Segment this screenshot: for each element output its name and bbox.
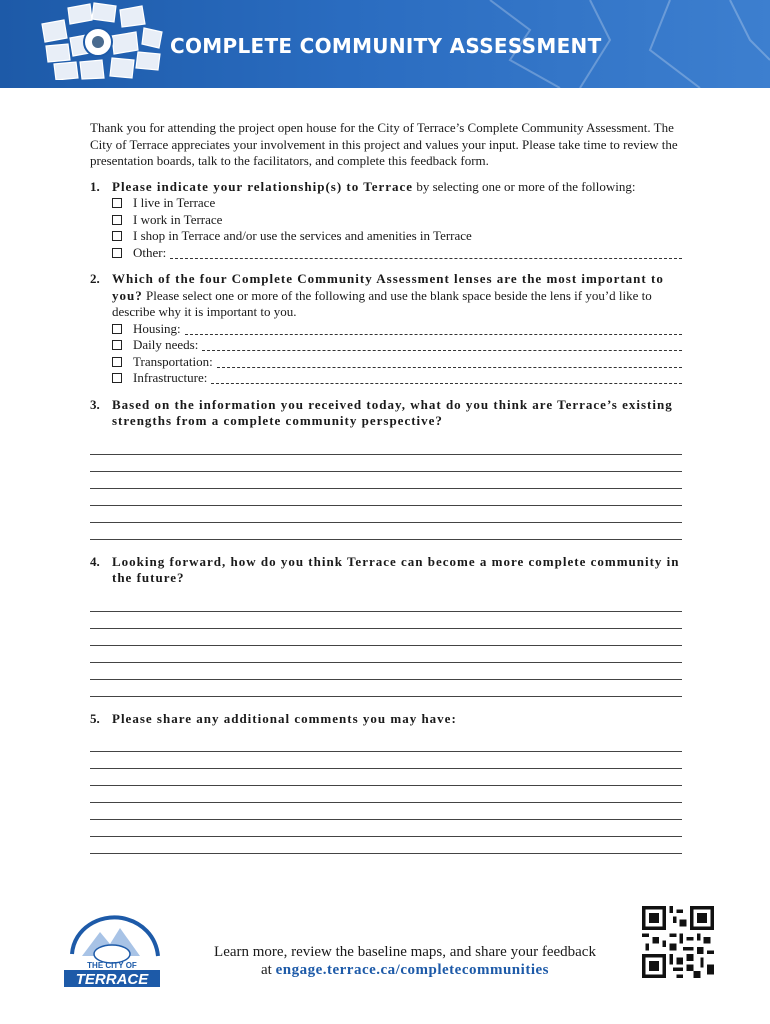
question-title: Please share any additional comments you may have:	[112, 710, 457, 726]
infrastructure-blank-field[interactable]	[211, 372, 682, 384]
daily-needs-blank-field[interactable]	[202, 339, 682, 351]
option-shop[interactable]	[112, 228, 682, 245]
option-label: Daily needs:	[133, 337, 199, 352]
checkbox[interactable]	[112, 373, 122, 383]
question-subtitle: Please select one or more of the following and use the blank space beside the lens if you’d like to describe why it is important to you.	[112, 287, 652, 319]
form-content	[90, 120, 682, 864]
checkbox[interactable]	[112, 357, 122, 367]
logo-top-text: THE CITY OF	[87, 961, 137, 970]
option-work[interactable]	[112, 212, 682, 229]
engage-link[interactable]: engage.terrace.ca/completecommunities	[275, 962, 549, 978]
option-other[interactable]	[112, 245, 682, 262]
option-label: Infrastructure:	[133, 370, 208, 385]
option-label: I shop in Terrace and/or use the services and amenities in Terrace	[133, 228, 472, 243]
checkbox[interactable]	[112, 324, 122, 334]
question-subtitle: by selecting one or more of the following:	[413, 178, 636, 194]
question-number: 4.	[90, 553, 100, 569]
question-title: Based on the information you received today, what do you think are Terrace’s existing strengths from a complete community perspective?	[112, 396, 673, 428]
option-label: Other:	[133, 244, 167, 260]
header-banner	[0, 0, 770, 88]
option-label: I live in Terrace	[133, 195, 216, 210]
checkbox[interactable]	[112, 215, 122, 225]
footer-text: Learn more, review the baseline maps, and share your feedback	[214, 944, 596, 960]
checkbox[interactable]	[112, 198, 122, 208]
question-title: Looking forward, how do you think Terrace can become a more complete community in the future?	[112, 553, 680, 585]
question-4	[90, 554, 682, 697]
question-title: Which of the four Complete Community Assessment lenses are the most important to you?	[112, 271, 664, 303]
question-2	[90, 271, 682, 387]
option-label: Housing:	[133, 320, 181, 336]
footer-at: at	[261, 962, 276, 978]
question-title: Please indicate your relationship(s) to Terrace	[112, 178, 414, 194]
question-number: 5.	[90, 710, 100, 726]
question-number: 1.	[90, 178, 100, 194]
option-housing[interactable]	[112, 321, 682, 338]
question-number: 2.	[90, 271, 100, 286]
checkbox[interactable]	[112, 231, 122, 241]
option-transportation[interactable]	[112, 354, 682, 371]
question-3	[90, 397, 682, 540]
option-label: I work in Terrace	[133, 211, 223, 227]
map-collage-graphic	[40, 2, 164, 80]
option-label: Transportation:	[133, 353, 213, 369]
question-5	[90, 711, 682, 855]
transportation-blank-field[interactable]	[217, 356, 682, 368]
logo-name-text: TERRACE	[75, 971, 149, 988]
checkbox[interactable]	[112, 340, 122, 350]
checkbox[interactable]	[112, 248, 122, 258]
answer-area[interactable]	[90, 595, 682, 697]
answer-area[interactable]	[90, 438, 682, 540]
option-live[interactable]	[112, 195, 682, 212]
footer-message	[190, 943, 620, 979]
answer-area[interactable]	[90, 735, 682, 854]
option-daily-needs[interactable]	[112, 337, 682, 354]
city-of-terrace-logo	[60, 908, 166, 988]
qr-code[interactable]	[642, 906, 714, 978]
question-number: 3.	[90, 396, 100, 412]
other-blank-field[interactable]	[170, 247, 682, 259]
option-infrastructure[interactable]	[112, 370, 682, 387]
intro-text: Thank you for attending the project open house for the City of Terrace’s Complete Community Assessment. The City of Terrace appreciates your involvement in this project and values your input. Please take time to review the presentation boards, talk to the facilitators, and complete this feedback form.	[90, 120, 678, 168]
question-1	[90, 179, 682, 262]
page-title: COMPLETE COMMUNITY ASSESSMENT	[170, 34, 602, 58]
housing-blank-field[interactable]	[185, 323, 682, 335]
